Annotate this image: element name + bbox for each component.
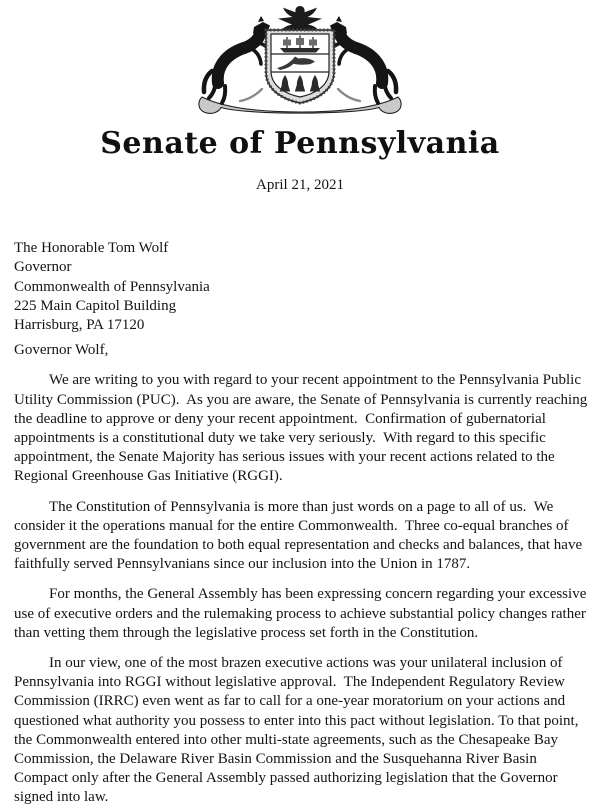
recipient-city-state-zip: Harrisburg, PA 17120 [14,317,145,334]
shield-icon [266,30,334,103]
letterhead-seal [189,5,411,117]
pennsylvania-coat-of-arms-icon [189,5,411,117]
paragraph-executive-orders: For months, the General Assembly has been expressing concern regarding your excessive use of executive orders and the rulemaking process to achieve substantial policy changes rather than vetting them through the legislative process set forth in the Constitution. [14,586,591,641]
recipient-title: Governor [14,259,72,276]
recipient-address-block [14,239,589,335]
letter-body [0,371,600,807]
paragraph-rggi-inclusion: In our view, one of the most brazen executive actions was your unilateral inclusion of Pennsylvania into RGGI without legislative approval. The Independent Regulatory Review Commission (IRRC) even went as far to call for a one-year moratorium on your actions and questioned what authority you possess to enter into this pact without legislation. To that point, the Commonwealth entered into other multi-state agreements, such as the Chesapeake Bay Commission, the Delaware River Basin Commission and the Susquehanna River Basin Compact only after the General Assembly passed authorizing legislation that the Governor signed into law. [14,655,583,806]
paragraph-puc-appointment: We are writing to you with regard to your recent appointment to the Pennsylvania Public Utility Commission (PUC). As you are aware, the Senate of Pennsylvania is currently reaching the deadline to approve or deny your recent appointment. Confirmation of gubernatorial appointments is a constitutional duty we take very seriously. With regard to this specific appointment, the Senate Majority has serious issues with your recent actions related to the Regional Greenhouse Gas Initiative (RGGI). [14,372,591,485]
salutation: Governor Wolf, [14,342,109,359]
organization-title: Senate of Pennsylvania [100,126,500,161]
recipient-street: 225 Main Capitol Building [14,297,177,314]
letter-date: April 21, 2021 [256,177,344,193]
paragraph-constitution: The Constitution of Pennsylvania is more than just words on a page to all of us. We consider it the operations manual for the entire Commonwealth. Three co-equal branches of government are the foundation to both equal representation and checks and balances, that have faithfully served Pennsylvanians since our inclusion into the Union in 1787. [14,498,586,573]
wheat-sheaves-icon [280,75,320,92]
recipient-name: The Honorable Tom Wolf [14,240,169,257]
recipient-organization: Commonwealth of Pennsylvania [14,278,210,295]
